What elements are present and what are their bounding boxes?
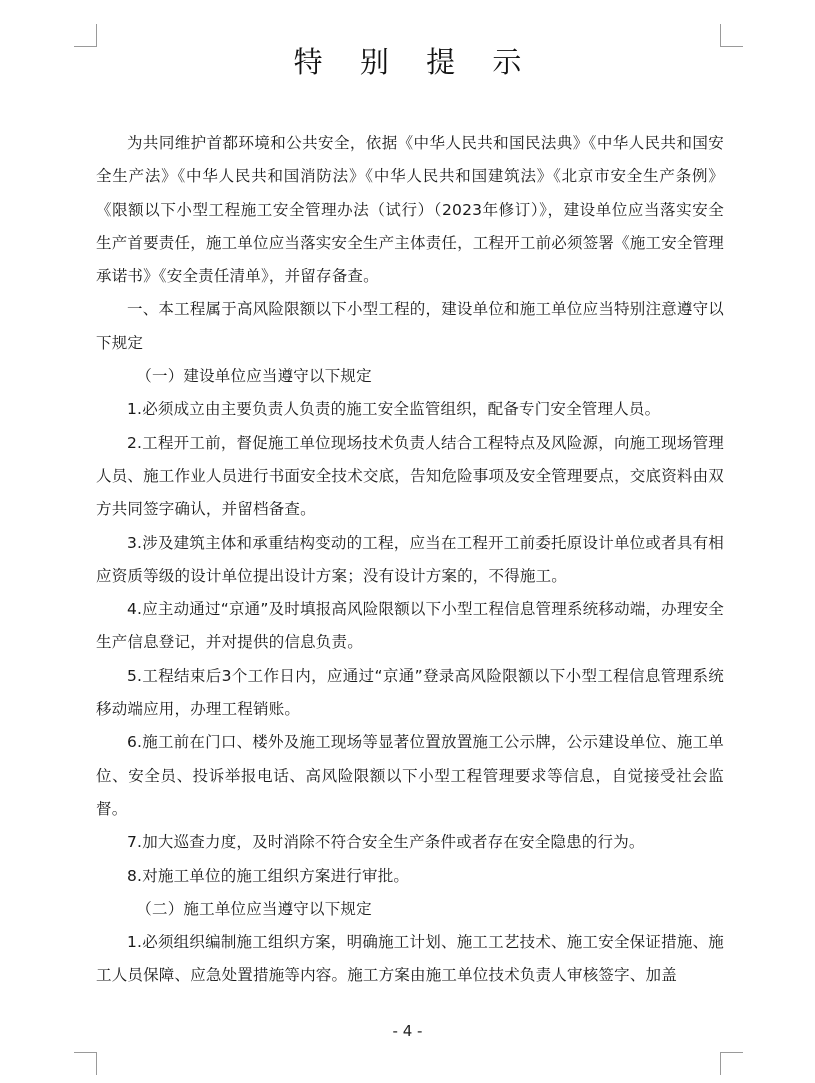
subsection-heading-1: （一）建设单位应当遵守以下规定 bbox=[136, 367, 372, 386]
list-item-7: 7.加大巡查力度，及时消除不符合安全生产条件或者存在安全隐患的行为。 bbox=[127, 833, 645, 852]
page-number: - 4 - bbox=[392, 1022, 423, 1040]
subsection-heading-2: （二）施工单位应当遵守以下规定 bbox=[136, 899, 372, 918]
list-item-8: 8.对施工单位的施工组织方案进行审批。 bbox=[127, 866, 410, 885]
document-body bbox=[96, 127, 724, 993]
corner-mark-bottom-right bbox=[720, 1052, 743, 1075]
list-item-2: 2.工程开工前，督促施工单位现场技术负责人结合工程特点及风险源，向施工现场管理人员、施工作业人员进行书面安全技术交底，告知危险事项及安全管理要点，交底资料由双方共同签字确认，并留档备查。 bbox=[96, 433, 725, 519]
list-item-3: 3.涉及建筑主体和承重结构变动的工程，应当在工程开工前委托原设计单位或者具有相应资质等级的设计单位提出设计方案；没有设计方案的，不得施工。 bbox=[96, 533, 724, 585]
list-item-9: 1.必须组织编制施工组织方案，明确施工计划、施工工艺技术、施工安全保证措施、施工人员保障、应急处置措施等内容。施工方案由施工单位技术负责人审核签字、加盖 bbox=[96, 933, 724, 985]
paragraph-intro: 为共同维护首都环境和公共安全，依据《中华人民共和国民法典》《中华人民共和国安全生产法》《中华人民共和国消防法》《中华人民共和国建筑法》《北京市安全生产条例》《限额以下小型工程施工安全管理办法（试行）（2023年修订）》，建设单位应当落实安全生产首要责任，施工单位应当落实安全生产主体责任，工程开工前必须签署《施工安全管理承诺书》《安全责任清单》，并留存备查。 bbox=[96, 134, 725, 286]
document-title: 特 别 提 示 bbox=[293, 45, 536, 79]
list-item-5: 5.工程结束后3个工作日内，应通过“京通”登录高风险限额以下小型工程信息管理系统移动端应用，办理工程销账。 bbox=[96, 666, 724, 719]
corner-mark-bottom-left bbox=[74, 1052, 97, 1075]
list-item-6: 6.施工前在门口、楼外及施工现场等显著位置放置施工公示牌，公示建设单位、施工单位、安全员、投诉举报电话、高风险限额以下小型工程管理要求等信息，自觉接受社会监督。 bbox=[96, 733, 724, 818]
list-item-1: 1.必须成立由主要负责人负责的施工安全监管组织，配备专门安全管理人员。 bbox=[127, 400, 661, 419]
list-item-4: 4.应主动通过“京通”及时填报高风险限额以下小型工程信息管理系统移动端，办理安全生产信息登记，并对提供的信息负责。 bbox=[96, 600, 724, 652]
section-heading-1: 一、本工程属于高风险限额以下小型工程的，建设单位和施工单位应当特别注意遵守以下规定 bbox=[96, 300, 724, 352]
